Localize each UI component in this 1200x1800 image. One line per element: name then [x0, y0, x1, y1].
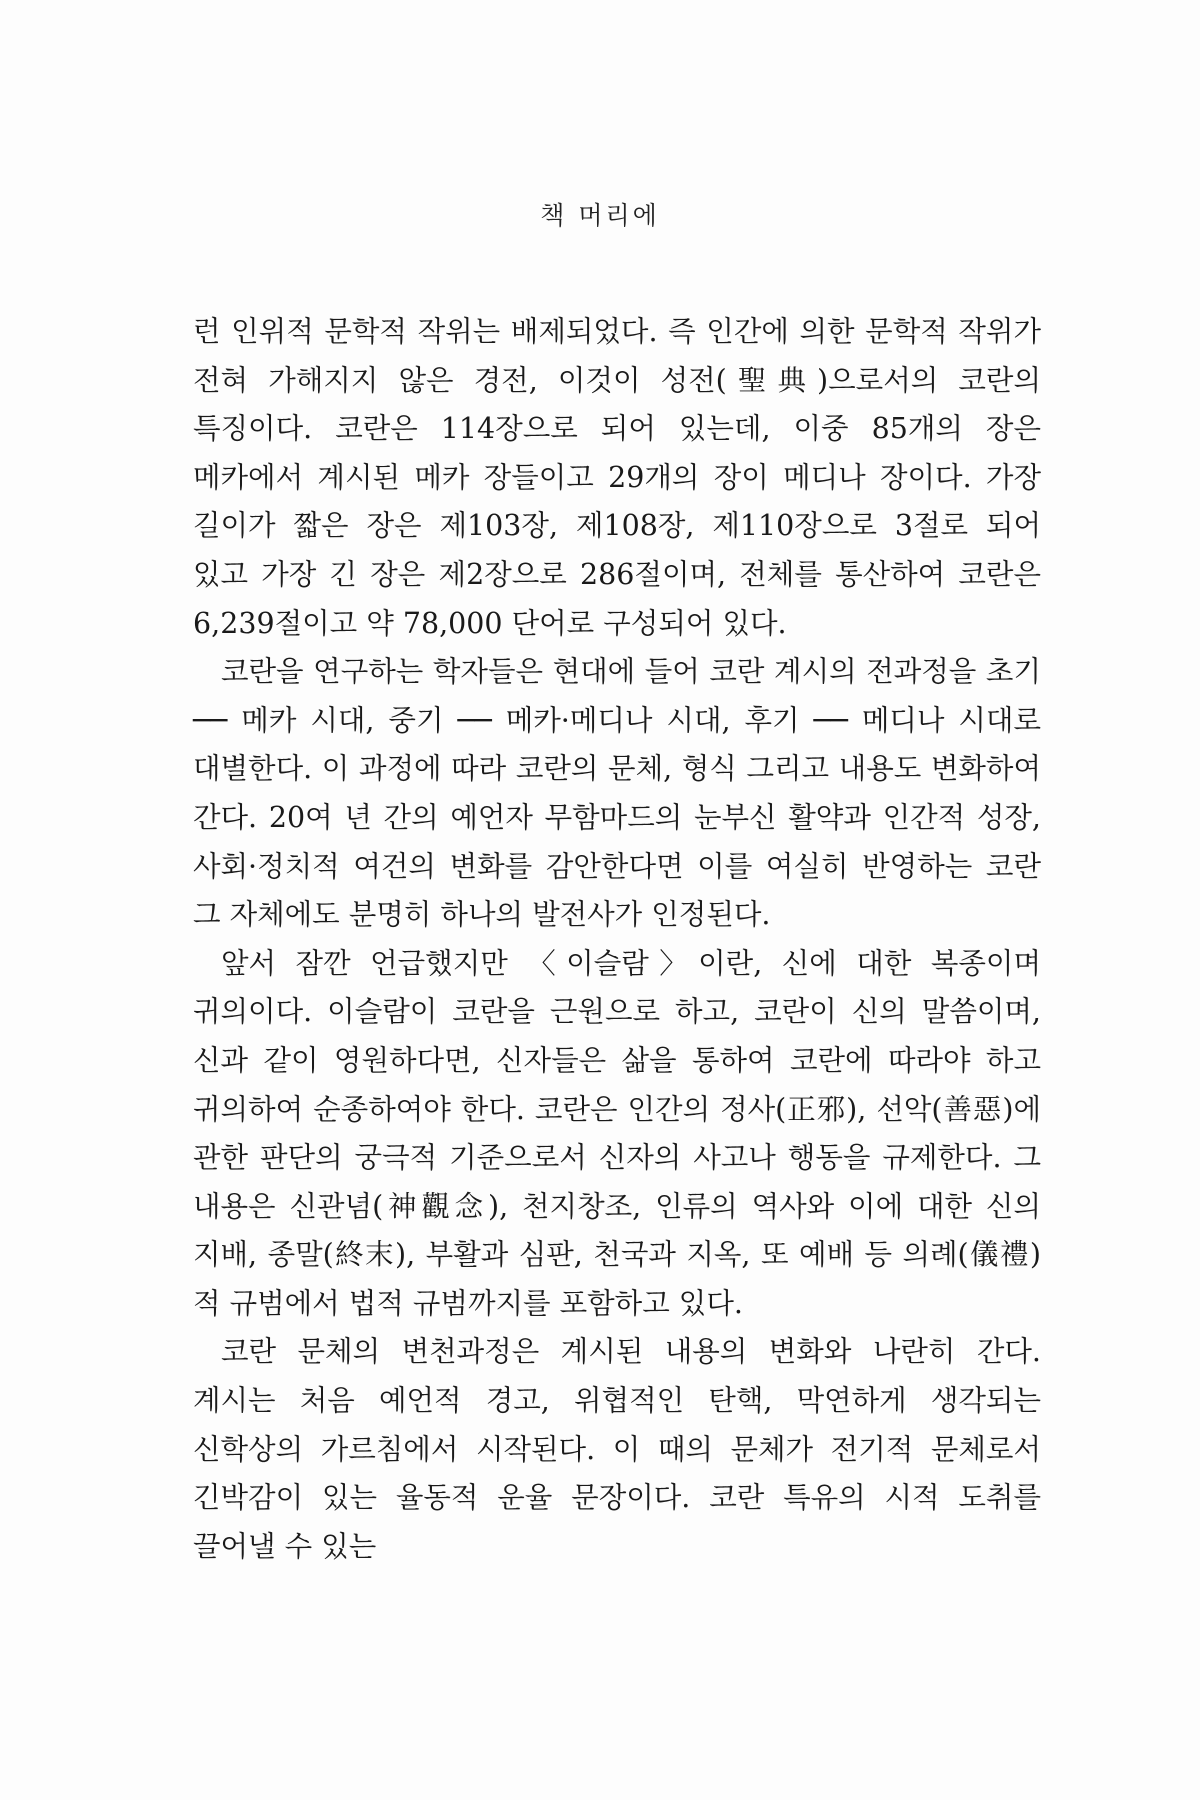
paragraph-4: 코란 문체의 변천과정은 계시된 내용의 변화와 나란히 간다. 계시는 처음 예언적 경고, 위협적인 탄핵, 막연하게 생각되는 신학상의 가르침에서 시작된다. 이 때의 문체가 전기적 문체로서 긴박감이 있는 율동적 운율 문장이다. 코란 특유의 시적 도취를 끌어낼 수 있는: [193, 1335, 1041, 1563]
body-text: [193, 308, 1041, 1571]
paragraph-3: 앞서 잠깐 언급했지만 〈이슬람〉이란, 신에 대한 복종이며 귀의이다. 이슬람이 코란을 근원으로 하고, 코란이 신의 말씀이며, 신과 같이 영원하다면, 신자들은 삶을 통하여 코란에 따라야 하고 귀의하여 순종하여야 한다. 코란은 인간의 정사(正邪), 선악(善惡)에 관한 판단의 궁극적 기준으로서 신자의 사고나 행동을 규제한다. 그 내용은 신관념(神觀念), 천지창조, 인류의 역사와 이에 대한 신의 지배, 종말(終末), 부활과 심판, 천국과 지옥, 또 예배 등 의례(儀禮)적 규범에서 법적 규범까지를 포함하고 있다.: [193, 946, 1041, 1320]
paragraph-1: 런 인위적 문학적 작위는 배제되었다. 즉 인간에 의한 문학적 작위가 전혀 가해지지 않은 경전, 이것이 성전(聖典)으로서의 코란의 특징이다. 코란은 114장으로 되어 있는데, 이중 85개의 장은 메카에서 계시된 메카 장들이고 29개의 장이 메디나 장이다. 가장 길이가 짧은 장은 제103장, 제108장, 제110장으로 3절로 되어 있고 가장 긴 장은 제2장으로 286절이며, 전체를 통산하여 코란은 6,239절이고 약 78,000 단어로 구성되어 있다.: [193, 315, 1041, 640]
paragraph-2: 코란을 연구하는 학자들은 현대에 들어 코란 계시의 전과정을 초기 ── 메카 시대, 중기 ── 메카·메디나 시대, 후기 ── 메디나 시대로 대별한다. 이 과정에 따라 코란의 문체, 형식 그리고 내용도 변화하여 간다. 20여 년 간의 예언자 무함마드의 눈부신 활약과 인간적 성장, 사회·정치적 여건의 변화를 감안한다면 이를 여실히 반영하는 코란 그 자체에도 분명히 하나의 발전사가 인정된다.: [193, 655, 1041, 932]
running-head-title: 책 머리에: [540, 201, 660, 230]
